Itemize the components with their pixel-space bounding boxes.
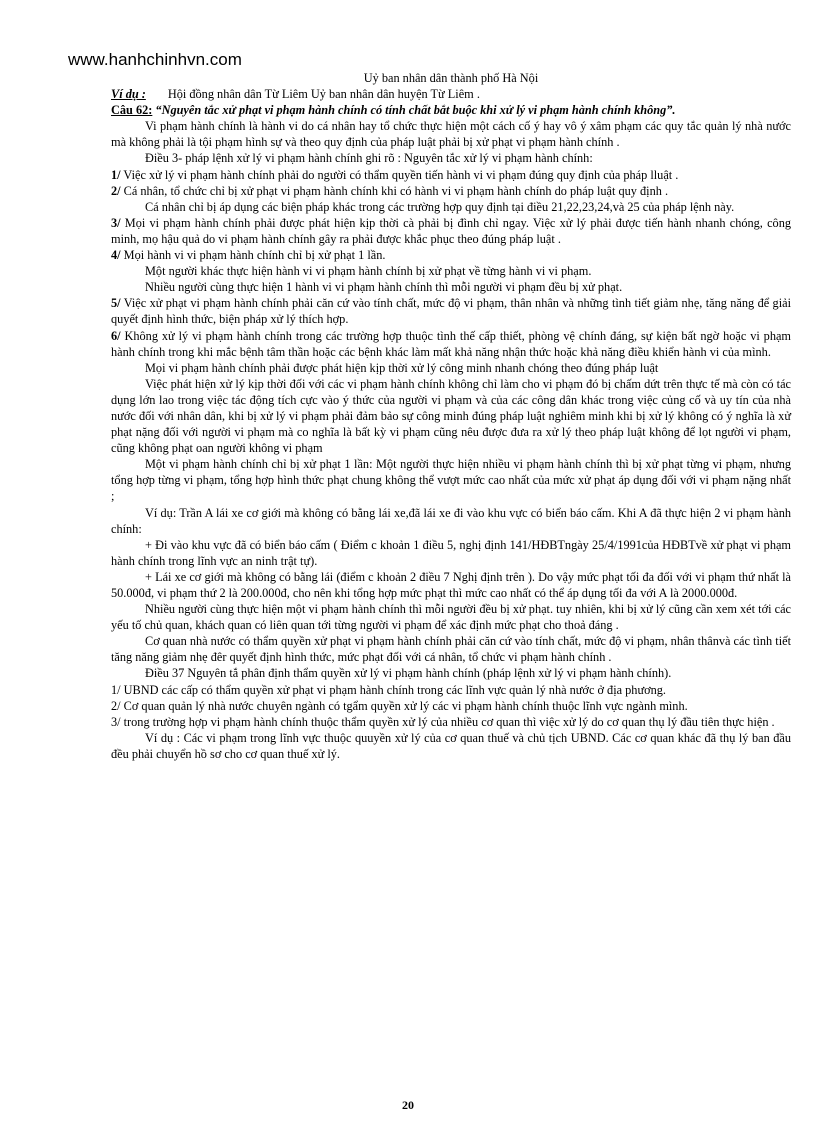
paragraph-text: Điều 3- pháp lệnh xử lý vi phạm hành chính ghi rõ : Nguyên tắc xử lý vi phạm hành chính: [145,151,593,166]
paragraph [111,714,791,730]
centered-heading: Uỷ ban nhân dân thành phố Hà Nội [363,71,539,85]
paragraph-number: 5/ [111,296,121,311]
paragraph [111,360,791,376]
paragraph-text: 2/ Cơ quan quản lý nhà nước chuyên ngành có tgẩm quyền xử lý các vi phạm hành chính thuộc lĩnh vực ngành mình. [111,698,688,713]
paragraph [111,730,791,762]
paragraph-text: Nhiều người cùng thực hiện một vi phạm hành chính thì mỗi người đều bị xử phạt. tuy nhiên, khi bị xử lý cũng cần xem xét tới các yếu tố chủ quan, khách quan có liên quan tới từng người vi phạm để xác định mức phạt cho thoả đáng . [111,602,791,633]
question-title: “Nguyên tắc xử phạt vi phạm hành chính có tính chất bắt buộc khi xử lý vi phạm hành chính không”. [152,103,676,118]
paragraph-number: 4/ [111,248,121,263]
example-label: Ví dụ : [111,87,146,102]
paragraph-text: Cá nhân, tổ chức chỉ bị xử phạt vi phạm hành chính khi có hành vi vi phạm hành chính do pháp luật quy định . [120,183,669,198]
paragraph-text: Ví dụ : Các vi phạm trong lĩnh vực thuộc quuyền xử lý của cơ quan thuế và chủ tịch UBND. Các cơ quan khác đã thụ lý ban đầu đều phải chuyển hồ sơ cho cơ quan thuế xử lý. [111,730,791,761]
paragraph [111,167,791,183]
paragraph-number: 2/ [111,183,121,198]
paragraph [111,633,791,665]
paragraph-text: Nhiều người cùng thực hiện 1 hành vi vi phạm hành chính thì mỗi người vi phạm đều bị xử phạt. [145,280,623,295]
paragraph-list [111,118,791,762]
paragraph-text: Mọi vi phạm hành chính phải được phát hiện kịp thời xử lý công minh nhanh chóng theo đúng pháp luật [145,360,659,375]
document-body [111,70,791,762]
paragraph-text: Cá nhân chỉ bị áp dụng các biện pháp khác trong các trường hợp quy định tại điều 21,22,23,24,và 25 của pháp lệnh này. [145,199,735,214]
paragraph [111,328,791,360]
site-url[interactable]: www.hanhchinhvn.com [68,50,242,69]
paragraph-text: Cơ quan nhà nước có thẩm quyền xử phạt vi phạm hành chính phải căn cứ vào tính chất, mức độ vi phạm, nhân thânvà các tình tiết tăng năng giảm nhẹ đêr quyết định hình thức, mức phạt đối với cá nhân, tổ chức vi phạm hành chính . [111,634,791,665]
paragraph-text: Mọi hành vi vi phạm hành chính chỉ bị xử phạt 1 lần. [120,248,386,263]
paragraph [111,601,791,633]
paragraph-text: Việc phát hiện xử lý kịp thời đối với các vi phạm hành chính không chỉ làm cho vi phạm đó bị chấm dứt trên thực tế mà còn có tác dụng lớn lao trong việc tác động tích cực vào ý thức của người vi phạm và của các công dân khác trong việc củng cố và uy tín của nhà nước đối với nhân dân, khi bị xử lý vi phạm phải đảm bảo sự công minh đúng pháp luật nghiêm minh khi bị xử lý không có ý nghĩa là xử phạt nặng đối với người vi phạm mà co nghĩa là bất kỳ vi phạm cũng nêu được đưa ra xử lý theo pháp luật không để lọt người vi phạm, cũng không phạt oan người không vi phạm [111,376,791,456]
paragraph [111,183,791,199]
paragraph-text: Mọi vi phạm hành chính phải được phát hiện kịp thời cà phải bị đình chỉ ngay. Việc xử lý phải được tiến hành nhanh chóng, công minh, mọ hậu quả do vi phạm hành chính gây ra phải được khắc phục theo đúng pháp luật . [111,215,791,246]
paragraph-text: Một vi phạm hành chính chỉ bị xử phạt 1 lần: Một người thực hiện nhiều vi phạm hành chính thì bị xử phạt từng vi phạm, nhưng tổng hợp từng vi phạm, tổng hợp hình thức phạt chung không thể vượt mức cao nhất của mức xử phạt áp dụng đối với vi phạm nặng nhất ; [111,457,791,504]
paragraph-number: 6/ [111,328,121,343]
question-label: Câu 62: [111,103,153,118]
paragraph [111,215,791,247]
paragraph [111,263,791,279]
paragraph-text: + Đi vào khu vực đã có biển báo cấm ( Điểm c khoản 1 điều 5, nghị định 141/HĐBTngày 25/4/1991của HĐBTvề xử phạt vi phạm hành chính trong lĩnh vực an ninh trật tự). [111,537,791,568]
paragraph [111,118,791,150]
paragraph-text: 1/ UBND các cấp có thẩm quyền xử phạt vi phạm hành chính trong các lĩnh vực quản lý nhà nước ở địa phương. [111,682,666,697]
paragraph [111,456,791,504]
paragraph-text: + Lái xe cơ giới mà không có bằng lái (điểm c khoản 2 điều 7 Nghị định trên ). Do vậy mức phạt tối đa đối với vi phạm thứ nhất là 50.000đ, vi phạm thứ 2 là 200.000đ, cho nên khi tổng hợp mức phạt thì mức cao nhất có thể áp dụng tối đa với A là 2000.000đ. [111,569,791,600]
example-text: Hội đồng nhân dân Từ Liêm Uỷ ban nhân dân huyện Từ Liêm . [167,87,480,102]
paragraph [111,682,791,698]
paragraph-text: Việc xử lý vi phạm hành chính phải do người có thẩm quyền tiến hành vi vi phạm đúng quy định của pháp lluật . [120,167,679,182]
paragraph-text: Điều 37 Nguyên tắ phân định thẩm quyền xử lý vi phạm hành chính (pháp lệnh xử lý vi phạm hành chính). [145,666,672,681]
paragraph [111,698,791,714]
paragraph-text: Ví dụ: Trần A lái xe cơ giới mà không có bằng lái xe,đã lái xe đi vào khu vực có biển báo cấm. Khi A đã thực hiện 2 vi phạm hành chính: [111,505,791,536]
page-number: 20 [402,1098,414,1112]
paragraph-text: Một người khác thực hiện hành vi vi phạm hành chính bị xử phạt về từng hành vi vi phạm. [145,264,592,279]
paragraph [111,569,791,601]
paragraph-text: Việc xử phạt vi phạm hành chính phải căn cứ vào tính chất, mức độ vi phạm, thân nhân và những tình tiết giảm nhẹ, tăng năng để giải quyết định hình thức, biện pháp xử lý thích hợp. [111,296,791,327]
paragraph [111,376,791,456]
paragraph [111,295,791,327]
example-line [111,86,791,102]
paragraph [111,150,791,166]
paragraph [111,279,791,295]
question-heading [111,102,791,118]
paragraph-number: 3/ [111,215,121,230]
paragraph-text: Vi phạm hành chính là hành vi do cá nhân hay tổ chức thực hiện một cách cố ý hay vô ý xâm phạm các quy tắc quản lý nhà nước mà không phải là tội phạm hình sự và theo quy định của pháp luật phải bị xử phạt vi phạm hành chính . [111,119,791,150]
paragraph-number: 1/ [111,167,121,182]
paragraph [111,505,791,537]
paragraph [111,665,791,681]
paragraph [111,247,791,263]
paragraph-text: 3/ trong trường hợp vi phạm hành chính thuộc thẩm quyền xử lý của nhiều cơ quan thì việc xử lý do cơ quan thụ lý đầu tiên thực hiện . [111,714,775,729]
paragraph [111,199,791,215]
paragraph [111,537,791,569]
paragraph-text: Không xử lý vi phạm hành chính trong các trường hợp thuộc tình thế cấp thiết, phòng vệ chính đáng, sự kiện bất ngờ hoặc vi phạm hành chính trong khi mắc bệnh tâm thần hoặc các bệnh khác làm mất khả năng nhận thức hoặc khả năng điều khiển hành vi của mình. [111,328,791,359]
